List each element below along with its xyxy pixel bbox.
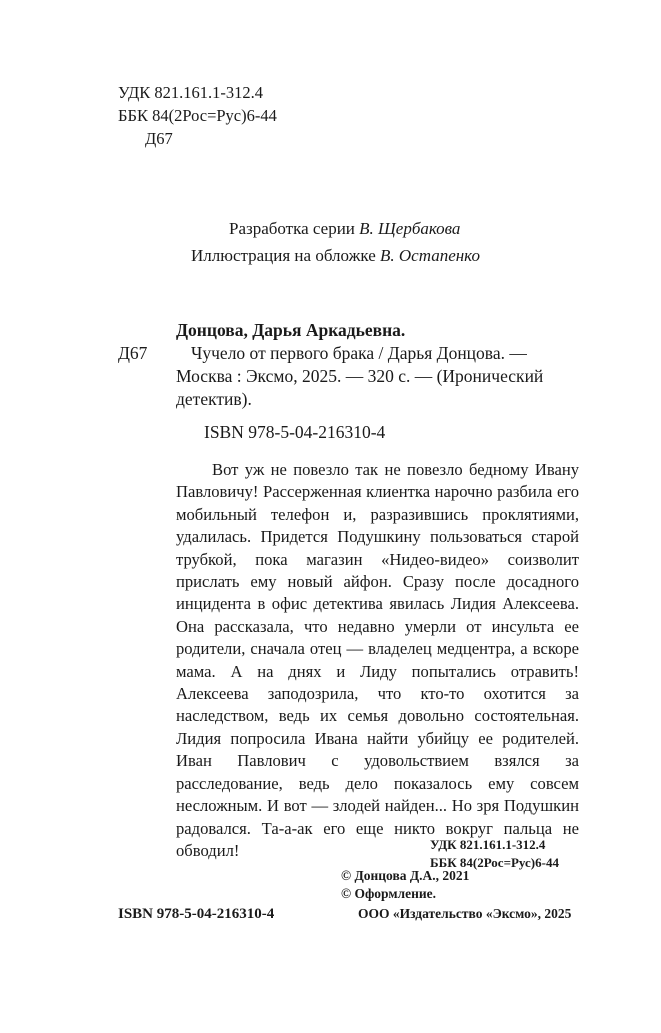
author-mark: Д67 xyxy=(145,129,173,148)
bbk-code: ББК 84(2Рос=Рус)6-44 xyxy=(118,106,277,125)
entry-mark: Д67 xyxy=(118,343,148,363)
bbk-repeat: ББК 84(2Рос=Рус)6-44 xyxy=(430,855,559,870)
illustration-credit-person: В. Остапенко xyxy=(380,246,480,265)
entry-author: Донцова, Дарья Аркадьевна. xyxy=(176,320,406,340)
illustration-credit xyxy=(191,243,480,269)
udk-repeat: УДК 821.161.1-312.4 xyxy=(430,837,546,852)
entry-publisher-line: Москва : Эксмо, 2025. — 320 с. — (Иронический xyxy=(176,366,544,386)
entry-isbn: ISBN 978-5-04-216310-4 xyxy=(204,422,386,442)
annotation-text: Вот уж не повезло так не повезло бедному Ивану Павловичу! Рассерженная клиентка нарочно разбила его мобильный телефон и, разразившись проклятиями, удалилась. Придется Подушкину пользоваться старой трубкой, пока магазин «Нидео-видео» соизволит прислать ему новый айфон. Сразу после досадного инцидента в офис детектива явилась Лидия Алексеева. Она рассказала, что недавно умерли от инсульта ее родители, сначала отец — владелец медцентра, а вскоре мама. А на днях и Лиду попытались отравить! Алексеева заподозрила, что кто-то охотится за наследством, ведь их семья довольно состоятельная. Лидия попросила Ивана найти убийцу ее родителей. Иван Павлович с удовольствием взялся за расследование, ведь дело показалось ему совсем несложным. И вот — злодей найден... Но зря Подушкин радовался. Та-а-ак его еще никто вокруг пальца не обводил! xyxy=(176,460,579,860)
entry-series-line: детектив). xyxy=(176,389,252,409)
series-credit xyxy=(229,216,460,242)
udk-code: УДК 821.161.1-312.4 xyxy=(118,83,264,102)
copyright-author: © Донцова Д.А., 2021 xyxy=(341,868,470,883)
series-credit-person: В. Щербакова xyxy=(359,219,461,238)
series-credit-label: Разработка серии xyxy=(229,219,360,238)
copyright-design: © Оформление. xyxy=(341,886,437,901)
entry-title-line: Чучело от первого брака / Дарья Донцова. — xyxy=(191,343,527,363)
illustration-credit-label: Иллюстрация на обложке xyxy=(191,246,380,265)
annotation xyxy=(176,459,579,862)
footer-isbn: ISBN 978-5-04-216310-4 xyxy=(118,906,275,922)
copyright-publisher: ООО «Издательство «Эксмо», 2025 xyxy=(358,906,572,921)
